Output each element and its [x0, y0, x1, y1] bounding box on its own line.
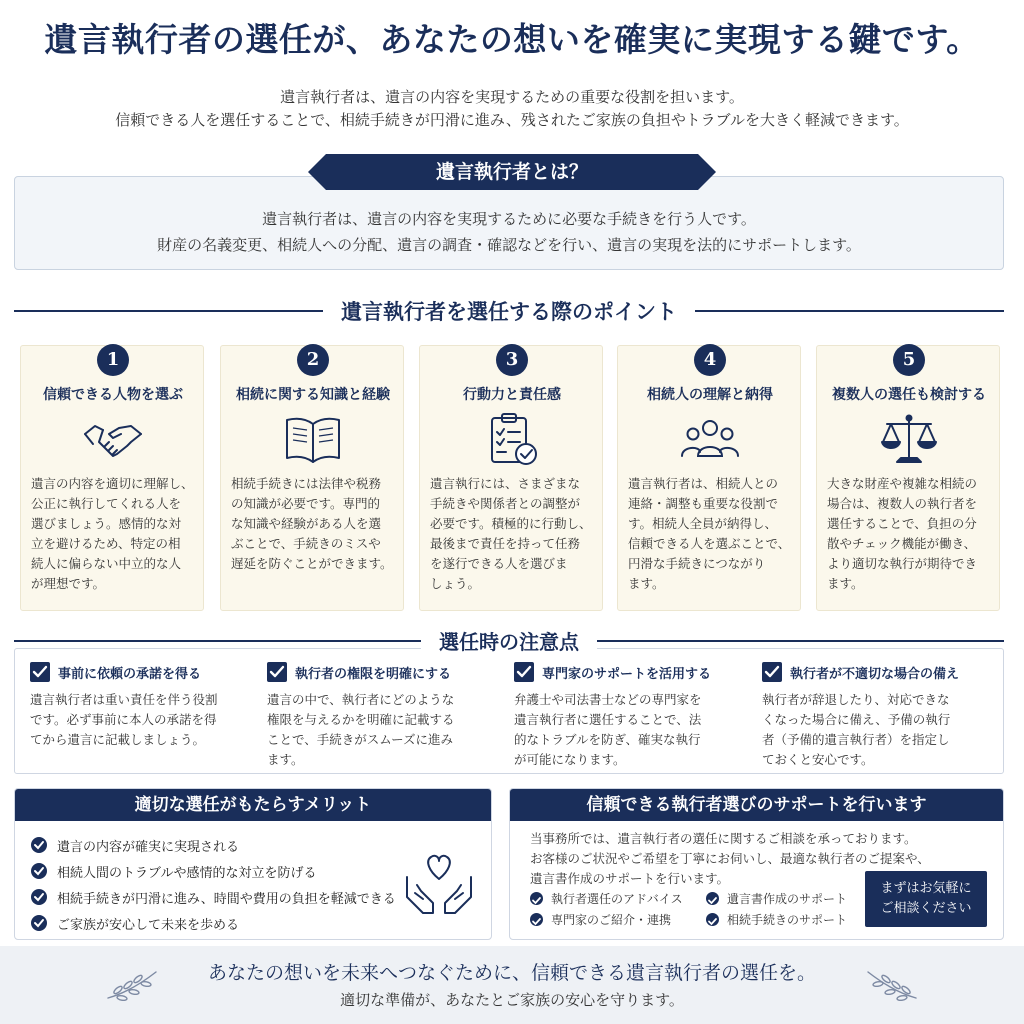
caution-description	[30, 690, 270, 750]
desc-line: より適切な執行が期待でき	[827, 556, 978, 571]
desc-line: 場合は、複数人の執行者を	[827, 496, 978, 511]
caution-item-1	[30, 660, 270, 750]
check-circle-icon	[31, 889, 47, 905]
desc-line: 遺言執行者に選任することで、法	[514, 712, 702, 727]
consult-button[interactable]	[865, 871, 987, 927]
desc-line: ことで、手続きがスムーズに進み	[267, 732, 454, 747]
desc-line: の知識が必要です。専門的	[231, 496, 381, 511]
point-title: 信頼できる人物を選ぶ	[43, 387, 183, 403]
book-icon	[283, 412, 343, 468]
point-number-badge: 4	[694, 344, 726, 376]
desc-line: 散やチェック機能が働き、	[827, 536, 977, 551]
heading-rule-right	[695, 310, 1004, 312]
check-circle-icon	[706, 913, 719, 926]
merit-text: 遺言の内容が確実に実現される	[57, 839, 240, 855]
support-service-item	[530, 889, 683, 907]
merit-list-item	[31, 887, 396, 907]
caution-item-4	[762, 660, 1002, 770]
caution-description	[514, 690, 754, 770]
support-text-line-2: お客様のご状況やご希望を丁寧にお伺いし、最適な執行者のご提案や、	[530, 851, 930, 866]
point-description	[231, 474, 397, 574]
support-panel	[509, 788, 1004, 940]
check-circle-icon	[706, 892, 719, 905]
support-service-item	[530, 910, 671, 928]
support-heading: 信頼できる執行者選びのサポートを行います	[510, 789, 1003, 821]
point-description	[628, 474, 794, 594]
people-icon	[680, 412, 740, 468]
desc-line: 最後まで責任を持って任務	[430, 536, 581, 551]
merit-list-item	[31, 913, 239, 933]
desc-line: 者（予備的遺言執行者）を指定し	[762, 732, 950, 747]
heading-rule-right	[597, 640, 1004, 642]
desc-line: 権限を与えるかを明確に記載する	[267, 712, 455, 727]
desc-line: 続人に偏らない中立的な人	[31, 556, 182, 571]
merit-text: 相続手続きが円滑に進み、時間や費用の負担を軽減できる	[57, 891, 396, 907]
desc-line: が理想です。	[31, 576, 106, 591]
point-title: 相続に関する知識と経験	[236, 387, 390, 403]
desc-line: 立を避けるため、特定の相	[31, 536, 181, 551]
point-card-2	[220, 345, 404, 611]
footer-message: あなたの想いを未来へつなぐために、信頼できる遺言執行者の選任を。	[207, 962, 816, 984]
caution-title: 執行者が不適切な場合の備え	[790, 666, 960, 682]
point-card-3	[419, 345, 603, 611]
what-is-heading: 遺言執行者とは？	[435, 161, 588, 183]
desc-line: 必要です。積極的に行動し、	[430, 516, 592, 531]
desc-line: てから遺言に記載しましょう。	[30, 732, 206, 747]
page-title: 遺言執行者の選任が、あなたの想いを確実に実現する鍵です。	[44, 20, 980, 59]
caution-section-heading	[14, 626, 1004, 655]
point-card-1	[20, 345, 204, 611]
desc-line: を遂行できる人を選びま	[430, 556, 568, 571]
desc-line: 遅延を防ぐことができます。	[231, 556, 393, 571]
caution-title: 執行者の権限を明確にする	[295, 666, 452, 682]
support-service-text: 遺言書作成のサポート	[727, 891, 848, 906]
points-heading-text: 遺言執行者を選任する際のポイント	[341, 299, 677, 324]
desc-line: 選任することで、負担の分	[827, 516, 977, 531]
support-service-text: 専門家のご紹介・連携	[551, 912, 672, 927]
what-is-banner	[308, 154, 716, 190]
hero-subtitle-line-1: 遺言執行者は、遺言の内容を実現するための重要な役割を担います。	[280, 88, 744, 106]
check-circle-icon	[31, 837, 47, 853]
checkbox-checked-icon	[762, 662, 782, 682]
points-section-heading	[14, 296, 1004, 326]
consult-button-line-2: ご相談ください	[880, 901, 972, 916]
scale-icon	[879, 412, 939, 468]
support-service-item	[706, 910, 847, 928]
handshake-icon	[83, 412, 143, 468]
desc-line: な知識や経験がある人を選	[231, 516, 382, 531]
point-description	[31, 474, 197, 594]
desc-line: 遺言の中で、執行者にどのような	[267, 692, 455, 707]
desc-line: 執行者が辞退したり、対応できな	[762, 692, 950, 707]
point-card-4	[617, 345, 801, 611]
point-number-badge: 1	[97, 344, 129, 376]
desc-line: ておくと安心です。	[762, 752, 874, 767]
merit-list-item	[31, 835, 239, 855]
desc-line: 選びましょう。感情的な対	[31, 516, 182, 531]
desc-line: 公正に執行してくれる人を	[31, 496, 182, 511]
merit-panel	[14, 788, 492, 940]
caution-item-2	[267, 660, 507, 770]
check-circle-icon	[530, 913, 543, 926]
merit-text: ご家族が安心して未来を歩める	[57, 917, 240, 933]
point-number-badge: 2	[297, 344, 329, 376]
desc-line: 相続手続きには法律や税務	[231, 476, 382, 491]
support-service-item	[706, 889, 847, 907]
point-number-badge: 5	[893, 344, 925, 376]
what-is-text-line-1: 遺言執行者は、遺言の内容を実現するために必要な手続きを行う人です。	[262, 210, 756, 228]
caution-heading-text: 選任時の注意点	[421, 626, 597, 655]
what-is-text-line-2: 財産の名義変更、相続人への分配、遺言の調査・確認などを行い、遺言の実現を法的にサポートします。	[157, 236, 861, 254]
desc-line: 遺言執行には、さまざまな	[430, 476, 581, 491]
desc-line: 信頼できる人を選ぶことで、	[628, 536, 791, 551]
support-text-line-1: 当事務所では、遺言執行者の選任に関するご相談を承っております。	[530, 831, 917, 846]
heading-rule-left	[14, 640, 421, 642]
point-title: 行動力と責任感	[463, 387, 561, 403]
checkbox-checked-icon	[514, 662, 534, 682]
point-title: 相続人の理解と納得	[647, 387, 773, 403]
desc-line: 手続きや関係者との調整が	[430, 496, 581, 511]
heading-rule-left	[14, 310, 323, 312]
caution-title: 事前に依頼の承諾を得る	[58, 666, 202, 682]
merit-heading: 適切な選任がもたらすメリット	[15, 789, 491, 821]
checkbox-checked-icon	[267, 662, 287, 682]
caution-title: 専門家のサポートを活用する	[542, 666, 712, 682]
desc-line: くなった場合に備え、予備の執行	[762, 712, 951, 727]
checklist-icon	[482, 412, 542, 468]
check-circle-icon	[31, 915, 47, 931]
point-description	[430, 474, 596, 594]
hero-subtitle-line-2: 信頼できる人を選任することで、相続手続きが円滑に進み、残されたご家族の負担やトラブルを大きく軽減できます。	[115, 111, 909, 129]
desc-line: しょう。	[430, 576, 481, 591]
caution-description	[267, 690, 507, 770]
point-card-5	[816, 345, 1000, 611]
heart-hands-icon	[403, 847, 475, 923]
caution-item-3	[514, 660, 754, 770]
desc-line: す。相続人全員が納得し、	[628, 516, 778, 531]
caution-description	[762, 690, 1002, 770]
desc-line: 遺言執行者は重い責任を伴う役割	[30, 692, 218, 707]
desc-line: 円滑な手続きにつながり	[628, 556, 766, 571]
check-circle-icon	[31, 863, 47, 879]
point-title: 複数人の選任も検討する	[832, 387, 986, 403]
desc-line: が可能になります。	[514, 752, 626, 767]
laurel-right-icon	[864, 968, 920, 1004]
footer-submessage: 適切な準備が、あなたとご家族の安心を守ります。	[340, 991, 684, 1009]
support-text-line-3: 遺言書作成のサポートを行います。	[530, 871, 730, 886]
desc-line: です。必ず事前に本人の承諾を得	[30, 712, 217, 727]
desc-line: 弁護士や司法書士などの専門家を	[514, 692, 702, 707]
desc-line: ます。	[267, 752, 304, 767]
desc-line: 大きな財産や複雑な相続の	[827, 476, 978, 491]
consult-button-line-1: まずはお気軽に	[880, 881, 972, 896]
desc-line: 連絡・調整も重要な役割で	[628, 496, 779, 511]
check-circle-icon	[530, 892, 543, 905]
footer-band	[0, 946, 1024, 1024]
support-service-text: 相続手続きのサポート	[727, 912, 848, 927]
desc-line: 遺言の内容を適切に理解し、	[31, 476, 194, 491]
point-number-badge: 3	[496, 344, 528, 376]
checkbox-checked-icon	[30, 662, 50, 682]
merit-list-item	[31, 861, 316, 881]
desc-line: ます。	[827, 576, 864, 591]
desc-line: ます。	[628, 576, 665, 591]
support-service-text: 執行者選任のアドバイス	[551, 891, 683, 906]
desc-line: 的なトラブルを防ぎ、確実な執行	[514, 732, 701, 747]
desc-line: ぶことで、手続きのミスや	[231, 536, 381, 551]
desc-line: 遺言執行者は、相続人との	[628, 476, 779, 491]
point-description	[827, 474, 993, 594]
merit-text: 相続人間のトラブルや感情的な対立を防げる	[57, 865, 317, 881]
